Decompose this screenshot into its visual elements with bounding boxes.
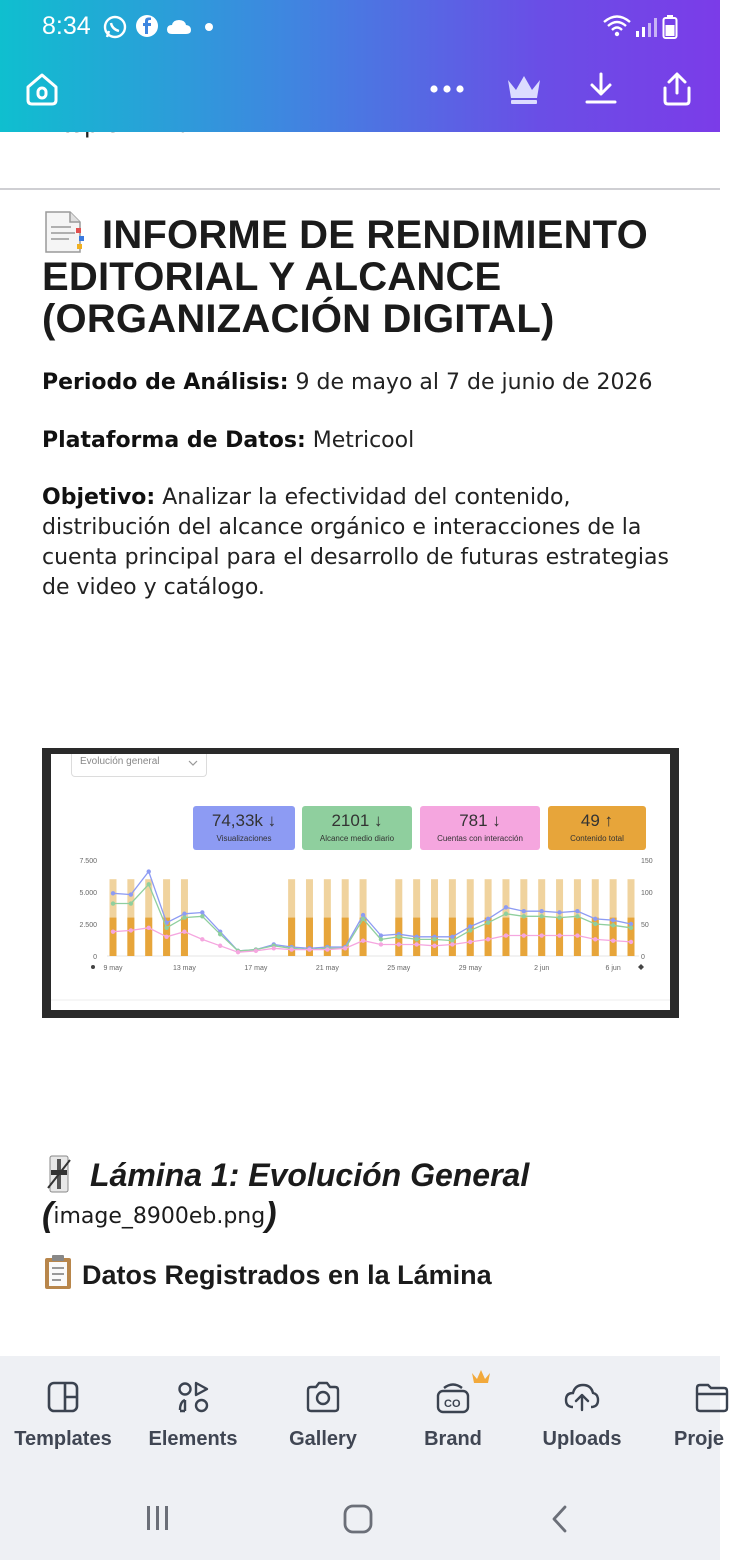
y-right-tick-label: 0 bbox=[641, 954, 645, 961]
series-point bbox=[397, 942, 401, 946]
nav-elements[interactable] bbox=[128, 1380, 258, 1451]
x-tick-label: 13 may bbox=[172, 965, 196, 972]
y-right-tick-label: 50 bbox=[641, 922, 649, 929]
axis-marker bbox=[638, 964, 644, 970]
series-point bbox=[361, 917, 365, 921]
series-point bbox=[611, 923, 615, 927]
series-point bbox=[611, 918, 615, 922]
platform-line bbox=[42, 426, 682, 456]
editor-toolbar bbox=[0, 64, 720, 118]
series-point bbox=[129, 892, 133, 896]
series-point bbox=[361, 938, 365, 942]
x-tick-label: 17 may bbox=[244, 965, 268, 972]
series-point bbox=[147, 926, 151, 930]
series-point bbox=[200, 937, 204, 941]
report-title bbox=[42, 210, 682, 340]
x-tick-label: 21 may bbox=[315, 965, 339, 972]
series-point bbox=[182, 915, 186, 919]
x-tick-label: 2 jun bbox=[534, 965, 550, 972]
x-tick-label: 29 may bbox=[458, 965, 482, 972]
series-point bbox=[182, 912, 186, 916]
nav-gallery-label: Gallery bbox=[289, 1428, 357, 1450]
series-point bbox=[289, 947, 293, 951]
download-button[interactable] bbox=[576, 64, 626, 114]
series-point bbox=[147, 869, 151, 873]
slide-filename-line bbox=[42, 1196, 277, 1235]
series-line bbox=[113, 928, 631, 952]
series-point bbox=[147, 882, 151, 886]
series-point bbox=[432, 944, 436, 948]
series-point bbox=[111, 901, 115, 905]
series-point bbox=[593, 937, 597, 941]
system-navigation-bar bbox=[0, 1468, 720, 1560]
status-time: 8:34 bbox=[42, 12, 91, 40]
kpi-label: Alcance medio diario bbox=[319, 834, 395, 843]
series-point bbox=[414, 942, 418, 946]
series-point bbox=[450, 938, 454, 942]
previous-content bbox=[0, 132, 720, 190]
series-point bbox=[218, 932, 222, 936]
nav-uploads-label: Uploads bbox=[542, 1428, 622, 1450]
cloud-icon bbox=[166, 18, 192, 36]
folder-icon bbox=[694, 1380, 728, 1414]
series-point bbox=[200, 914, 204, 918]
home-system-icon[interactable] bbox=[342, 1503, 374, 1535]
share-button[interactable] bbox=[652, 64, 702, 114]
whatsapp-icon bbox=[102, 14, 128, 40]
x-tick-label: 25 may bbox=[387, 965, 411, 972]
y-left-tick-label: 2.500 bbox=[79, 922, 97, 929]
paren-open: ( bbox=[42, 1196, 54, 1234]
series-point bbox=[629, 926, 633, 930]
slide-heading-text: Lámina 1: Evolución General bbox=[90, 1157, 530, 1193]
series-point bbox=[361, 913, 365, 917]
bar-base bbox=[181, 918, 188, 956]
evolution-chart bbox=[51, 754, 670, 1010]
nav-templates[interactable] bbox=[0, 1380, 128, 1451]
series-point bbox=[272, 946, 276, 950]
series-point bbox=[593, 922, 597, 926]
back-icon[interactable] bbox=[548, 1503, 572, 1535]
embedded-chart-image[interactable] bbox=[42, 748, 679, 1018]
kpi-label: Contenido total bbox=[570, 834, 624, 843]
report-title-text: INFORME DE RENDIMIENTO EDITORIAL Y ALCANCE (ORGANIZACIÓN DIGITAL) bbox=[42, 213, 648, 341]
series-point bbox=[575, 909, 579, 913]
nav-brand-label: Brand bbox=[424, 1428, 482, 1450]
brand-icon bbox=[435, 1380, 471, 1414]
premium-button[interactable] bbox=[499, 64, 549, 114]
series-point bbox=[450, 942, 454, 946]
series-point bbox=[129, 928, 133, 932]
nav-brand[interactable] bbox=[388, 1380, 518, 1451]
data-section-heading bbox=[42, 1254, 492, 1291]
nav-projects[interactable] bbox=[672, 1380, 732, 1451]
camera-icon bbox=[305, 1380, 341, 1414]
series-point bbox=[539, 909, 543, 913]
facebook-icon bbox=[135, 14, 159, 38]
slide-heading bbox=[42, 1154, 529, 1194]
nav-elements-label: Elements bbox=[148, 1428, 238, 1450]
series-point bbox=[522, 909, 526, 913]
series-point bbox=[557, 910, 561, 914]
cloud-upload-icon bbox=[563, 1380, 601, 1414]
nav-templates-label: Templates bbox=[14, 1428, 112, 1450]
series-line bbox=[113, 872, 631, 951]
series-point bbox=[504, 933, 508, 937]
series-point bbox=[486, 937, 490, 941]
series-point bbox=[468, 940, 472, 944]
series-point bbox=[468, 928, 472, 932]
series-point bbox=[593, 917, 597, 921]
series-point bbox=[468, 924, 472, 928]
kpi-label: Visualizaciones bbox=[216, 834, 272, 843]
kpi-value: 781 ↓ bbox=[459, 811, 501, 830]
status-bar bbox=[0, 0, 720, 56]
series-point bbox=[343, 946, 347, 950]
series-point bbox=[164, 935, 168, 939]
bar-base bbox=[145, 918, 152, 956]
series-point bbox=[307, 947, 311, 951]
y-right-tick-label: 150 bbox=[641, 858, 653, 865]
x-tick-label: 9 may bbox=[103, 965, 123, 972]
chart-canvas bbox=[51, 754, 670, 1010]
app-header bbox=[0, 0, 720, 132]
series-point bbox=[522, 933, 526, 937]
series-point bbox=[486, 921, 490, 925]
nav-uploads[interactable] bbox=[517, 1380, 647, 1451]
bottom-navigation bbox=[0, 1356, 725, 1468]
signal-icon bbox=[634, 16, 658, 38]
bar-base bbox=[110, 918, 117, 956]
slide-filename: image_8900eb.png bbox=[53, 1204, 266, 1229]
x-tick-label: 6 jun bbox=[605, 965, 621, 972]
bar-base bbox=[467, 918, 474, 956]
elements-icon bbox=[176, 1380, 210, 1414]
download-icon bbox=[583, 71, 619, 107]
series-point bbox=[254, 949, 258, 953]
series-point bbox=[557, 933, 561, 937]
kpi-label: Cuentas con interacción bbox=[437, 834, 523, 843]
objective-label: Objetivo: bbox=[42, 485, 156, 510]
document-body bbox=[42, 210, 682, 603]
series-point bbox=[629, 922, 633, 926]
clipboard-icon bbox=[42, 1254, 74, 1290]
series-point bbox=[111, 929, 115, 933]
series-point bbox=[539, 933, 543, 937]
slider-icon bbox=[42, 1154, 76, 1194]
period-label: Periodo de Análisis: bbox=[42, 370, 289, 395]
nav-projects-label: Proje bbox=[674, 1428, 725, 1450]
kpi-value: 49 ↑ bbox=[580, 811, 614, 830]
share-icon bbox=[659, 71, 695, 107]
kpi-value: 74,33k ↓ bbox=[211, 811, 277, 830]
series-point bbox=[522, 914, 526, 918]
series-point bbox=[111, 891, 115, 895]
series-point bbox=[236, 950, 240, 954]
period-line bbox=[42, 368, 682, 398]
series-point bbox=[450, 935, 454, 939]
home-button[interactable] bbox=[17, 64, 67, 114]
series-point bbox=[325, 947, 329, 951]
series-point bbox=[432, 937, 436, 941]
crown-icon bbox=[505, 72, 543, 106]
series-point bbox=[129, 901, 133, 905]
y-left-tick-label: 5.000 bbox=[79, 890, 97, 897]
templates-icon bbox=[46, 1380, 80, 1414]
axis-marker bbox=[91, 965, 95, 969]
y-left-tick-label: 0 bbox=[93, 954, 97, 961]
series-point bbox=[575, 933, 579, 937]
series-point bbox=[218, 944, 222, 948]
more-options-button[interactable] bbox=[422, 64, 472, 114]
paren-close: ) bbox=[265, 1196, 277, 1234]
document-icon bbox=[42, 210, 88, 254]
series-point bbox=[397, 935, 401, 939]
svg-text:CO: CO bbox=[444, 1398, 461, 1410]
more-dots-icon bbox=[429, 84, 465, 94]
series-point bbox=[414, 937, 418, 941]
series-point bbox=[379, 937, 383, 941]
recent-apps-icon[interactable] bbox=[144, 1504, 172, 1532]
series-point bbox=[379, 942, 383, 946]
objective-line bbox=[42, 483, 682, 603]
y-left-tick-label: 7.500 bbox=[79, 858, 97, 865]
series-point bbox=[164, 926, 168, 930]
battery-icon bbox=[662, 14, 678, 40]
objective-value: Analizar la efectividad del contenido, distribución del alcance orgánico e interacciones de la cuenta principal para el desarrollo de futuras estrategias de video y catálogo. bbox=[42, 485, 669, 600]
series-point bbox=[557, 915, 561, 919]
premium-crown-icon bbox=[470, 1368, 492, 1386]
series-point bbox=[200, 910, 204, 914]
kpi-value: 2101 ↓ bbox=[331, 811, 383, 830]
period-value: 9 de mayo al 7 de junio de 2026 bbox=[288, 370, 653, 395]
series-point bbox=[539, 914, 543, 918]
wifi-icon bbox=[602, 14, 632, 38]
series-point bbox=[182, 929, 186, 933]
series-point bbox=[504, 912, 508, 916]
data-section-heading-text: Datos Registrados en la Lámina bbox=[82, 1260, 492, 1290]
series-point bbox=[575, 914, 579, 918]
series-point bbox=[611, 938, 615, 942]
series-point bbox=[504, 905, 508, 909]
series-point bbox=[629, 940, 633, 944]
y-right-tick-label: 100 bbox=[641, 890, 653, 897]
platform-label: Plataforma de Datos: bbox=[42, 428, 306, 453]
series-line bbox=[113, 884, 631, 951]
bar-base bbox=[127, 918, 134, 956]
nav-gallery[interactable] bbox=[258, 1380, 388, 1451]
series-point bbox=[486, 917, 490, 921]
home-icon bbox=[24, 71, 60, 107]
notification-dot-icon bbox=[204, 22, 214, 32]
view-dropdown-label: Evolución general bbox=[80, 756, 160, 767]
platform-value: Metricool bbox=[305, 428, 415, 453]
